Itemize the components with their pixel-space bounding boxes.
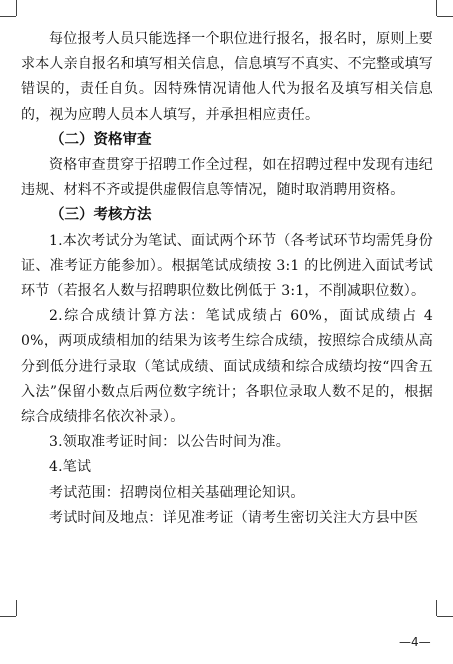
paragraph-exam-scope: 考试范围：招聘岗位相关基础理论知识。 bbox=[49, 484, 305, 501]
crop-mark-top-left-horizontal bbox=[0, 16, 16, 17]
crop-mark-bottom-left-horizontal bbox=[0, 616, 16, 617]
paragraph-written-exam: 4.笔试 bbox=[49, 459, 92, 476]
paragraph-score-calculation: 2.综合成绩计算方法：笔试成绩占 60%，面试成绩占 40%，两项成绩相加的结果为该考生综合成绩，按照综合成绩从高分到低分进行录取（笔试成绩、面试成绩和综合成绩均按“四舍五入法”保留小数点后两位数字统计；各职位录取人数不足的，根据综合成绩排名依次补录）。 bbox=[21, 308, 433, 426]
crop-mark-bottom-left-vertical bbox=[16, 600, 17, 616]
paragraph-exam-time-location: 考试时间及地点：详见准考证（请考生密切关注大方县中医 bbox=[49, 509, 419, 526]
crop-mark-top-left-vertical bbox=[16, 0, 17, 16]
paragraph-qualification-review: 资格审查贯穿于招聘工作全过程，如在招聘过程中发现有违纪违规、材料不齐或提供虚假信息等情况，随时取消聘用资格。 bbox=[21, 157, 433, 199]
crop-mark-bottom-right-horizontal bbox=[437, 616, 453, 617]
paragraph-admission-ticket: 3.领取准考证时间：以公告时间为准。 bbox=[49, 434, 290, 451]
page-number: —4— bbox=[399, 635, 431, 649]
section-heading-assessment-method: （三）考核方法 bbox=[50, 207, 152, 224]
document-body bbox=[21, 27, 433, 531]
crop-mark-top-right-vertical bbox=[436, 0, 437, 16]
crop-mark-bottom-right-vertical bbox=[436, 600, 437, 616]
section-heading-qualification-review: （二）资格审查 bbox=[50, 131, 152, 148]
paragraph-exam-stages: 1.本次考试分为笔试、面试两个环节（各考试环节均需凭身份证、准考证方能参加）。根据笔试成绩按 3:1 的比例进入面试考试环节（若报名人数与招聘职位数比例低于 3:1，不削减职位数）。 bbox=[21, 232, 433, 300]
crop-mark-top-right-horizontal bbox=[437, 16, 453, 17]
paragraph-registration-rules: 每位报考人员只能选择一个职位进行报名，报名时，原则上要求本人亲自报名和填写相关信息，信息填写不真实、不完整或填写错误的，责任自负。因特殊情况请他人代为报名及填写相关信息的，视为应聘人员本人填写，并承担相应责任。 bbox=[21, 31, 433, 123]
